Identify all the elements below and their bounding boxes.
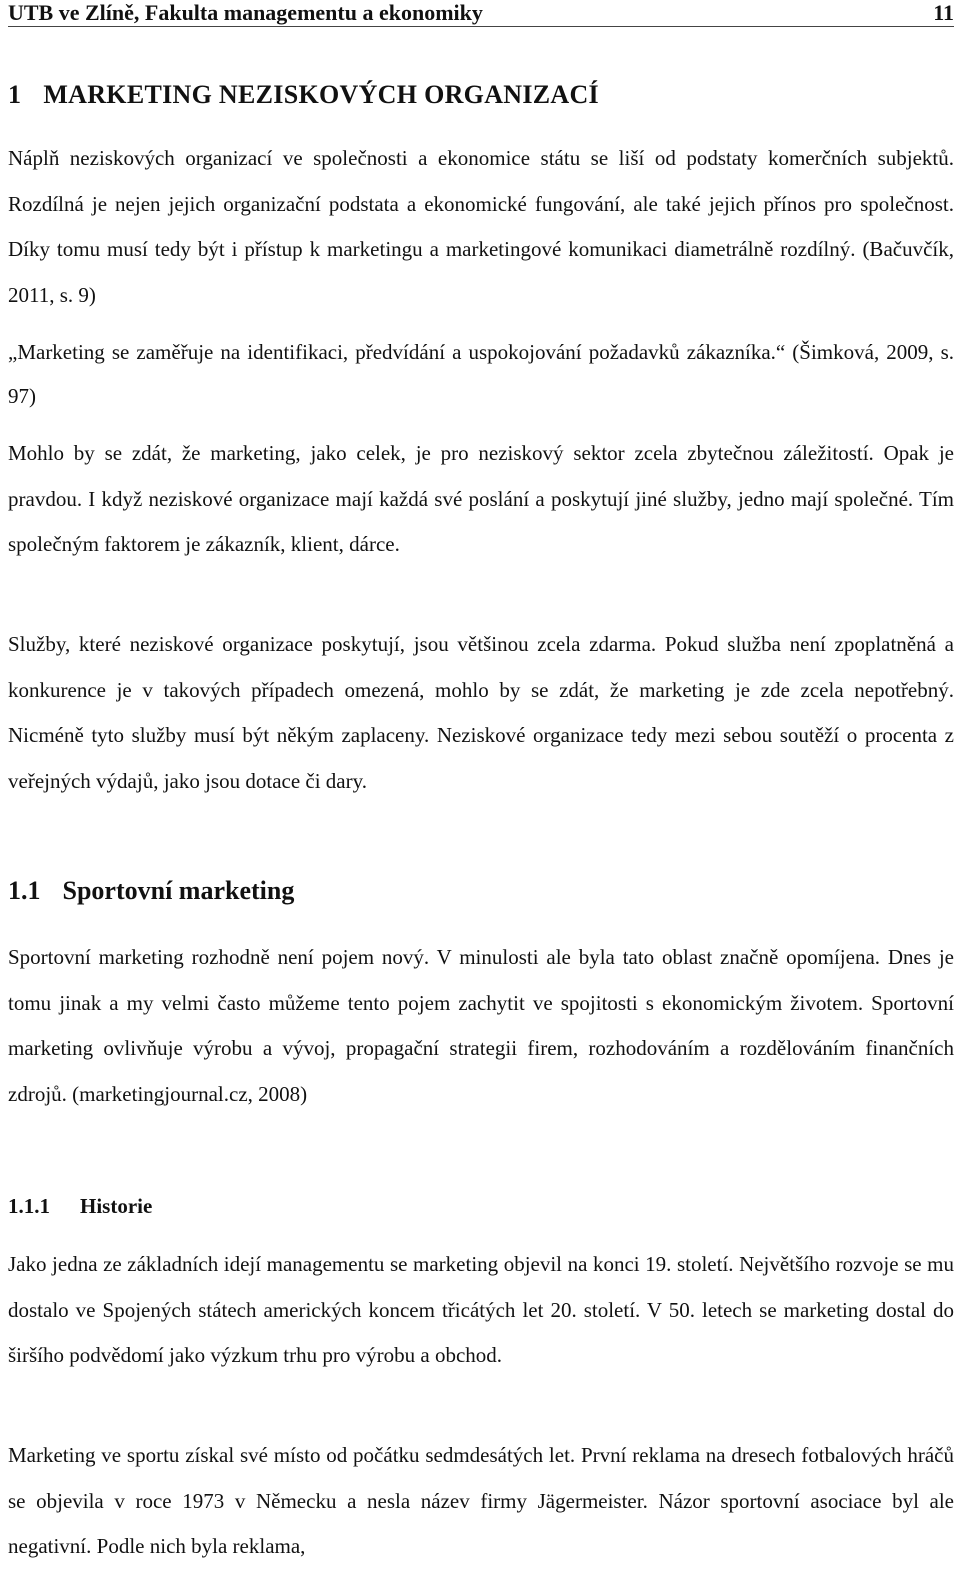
subsection-title: Historie — [80, 1194, 153, 1218]
section-number: 1.1 — [8, 876, 41, 905]
subsection-heading — [8, 1194, 152, 1219]
paragraph-marketing-role: Mohlo by se zdát, že marketing, jako celek, je pro neziskový sektor zcela zbytečnou záležitostí. Opak je pravdou. I když neziskové organizace mají každá své poslání a poskytují jiné služby, jedno mají společné. Tím společným faktorem je zákazník, klient, dárce. — [8, 441, 954, 556]
subsection-number: 1.1.1 — [8, 1194, 50, 1218]
header-title: UTB ve Zlíně, Fakulta managementu a ekonomiky — [8, 0, 483, 25]
running-header — [8, 0, 954, 27]
paragraph-quote: „Marketing se zaměřuje na identifikaci, předvídání a uspokojování požadavků zákazníka.“ (Šimková, 2009, s. 97) — [8, 340, 954, 408]
paragraph-sport-advertising: Marketing ve sportu získal své místo od počátku sedmdesátých let. První reklama na dresech fotbalových hráčů se objevila v roce 1973 v Německu a nesla název firmy Jägermeister. Názor sportovní asociace byl ale negativní. Podle nich byla reklama, — [8, 1443, 954, 1558]
section-heading — [8, 876, 294, 906]
page-number: 11 — [933, 0, 954, 25]
paragraph-services: Služby, které neziskové organizace poskytují, jsou většinou zcela zdarma. Pokud služba není zpoplatněná a konkurence je v takových případech omezená, mohlo by se zdát, že marketing je zde zcela nepotřebný. Nicméně tyto služby musí být někým zaplaceny. Neziskové organizace tedy mezi sebou soutěží o procenta z veřejných výdajů, jako jsou dotace či dary. — [8, 632, 954, 793]
chapter-number: 1 — [8, 80, 22, 109]
section-title: Sportovní marketing — [62, 876, 295, 905]
paragraph-intro: Náplň neziskových organizací ve společnosti a ekonomice státu se liší od podstaty komerčních subjektů. Rozdílná je nejen jejich organizační podstata a ekonomické fungování, ale také jejich přínos pro společnost. Díky tomu musí tedy být i přístup k marketingu a marketingové komunikaci diametrálně rozdílný. (Bačuvčík, 2011, s. 9) — [8, 146, 954, 307]
paragraph-sport-marketing: Sportovní marketing rozhodně není pojem nový. V minulosti ale byla tato oblast značně opomíjena. Dnes je tomu jinak a my velmi často můžeme tento pojem zachytit ve spojitosti s ekonomickým životem. Sportovní marketing ovlivňuje výrobu a vývoj, propagační strategii firem, rozhodováním a rozdělováním finančních zdrojů. (marketingjournal.cz, 2008) — [8, 945, 954, 1106]
chapter-heading — [8, 80, 599, 110]
chapter-title: MARKETING NEZISKOVÝCH ORGANIZACÍ — [43, 80, 599, 109]
paragraph-history: Jako jedna ze základních idejí managementu se marketing objevil na konci 19. století. Největšího rozvoje se mu dostalo ve Spojených státech amerických koncem třicátých let 20. století. V 50. letech se marketing dostal do širšího podvědomí jako výzkum trhu pro výrobu a obchod. — [8, 1252, 954, 1367]
